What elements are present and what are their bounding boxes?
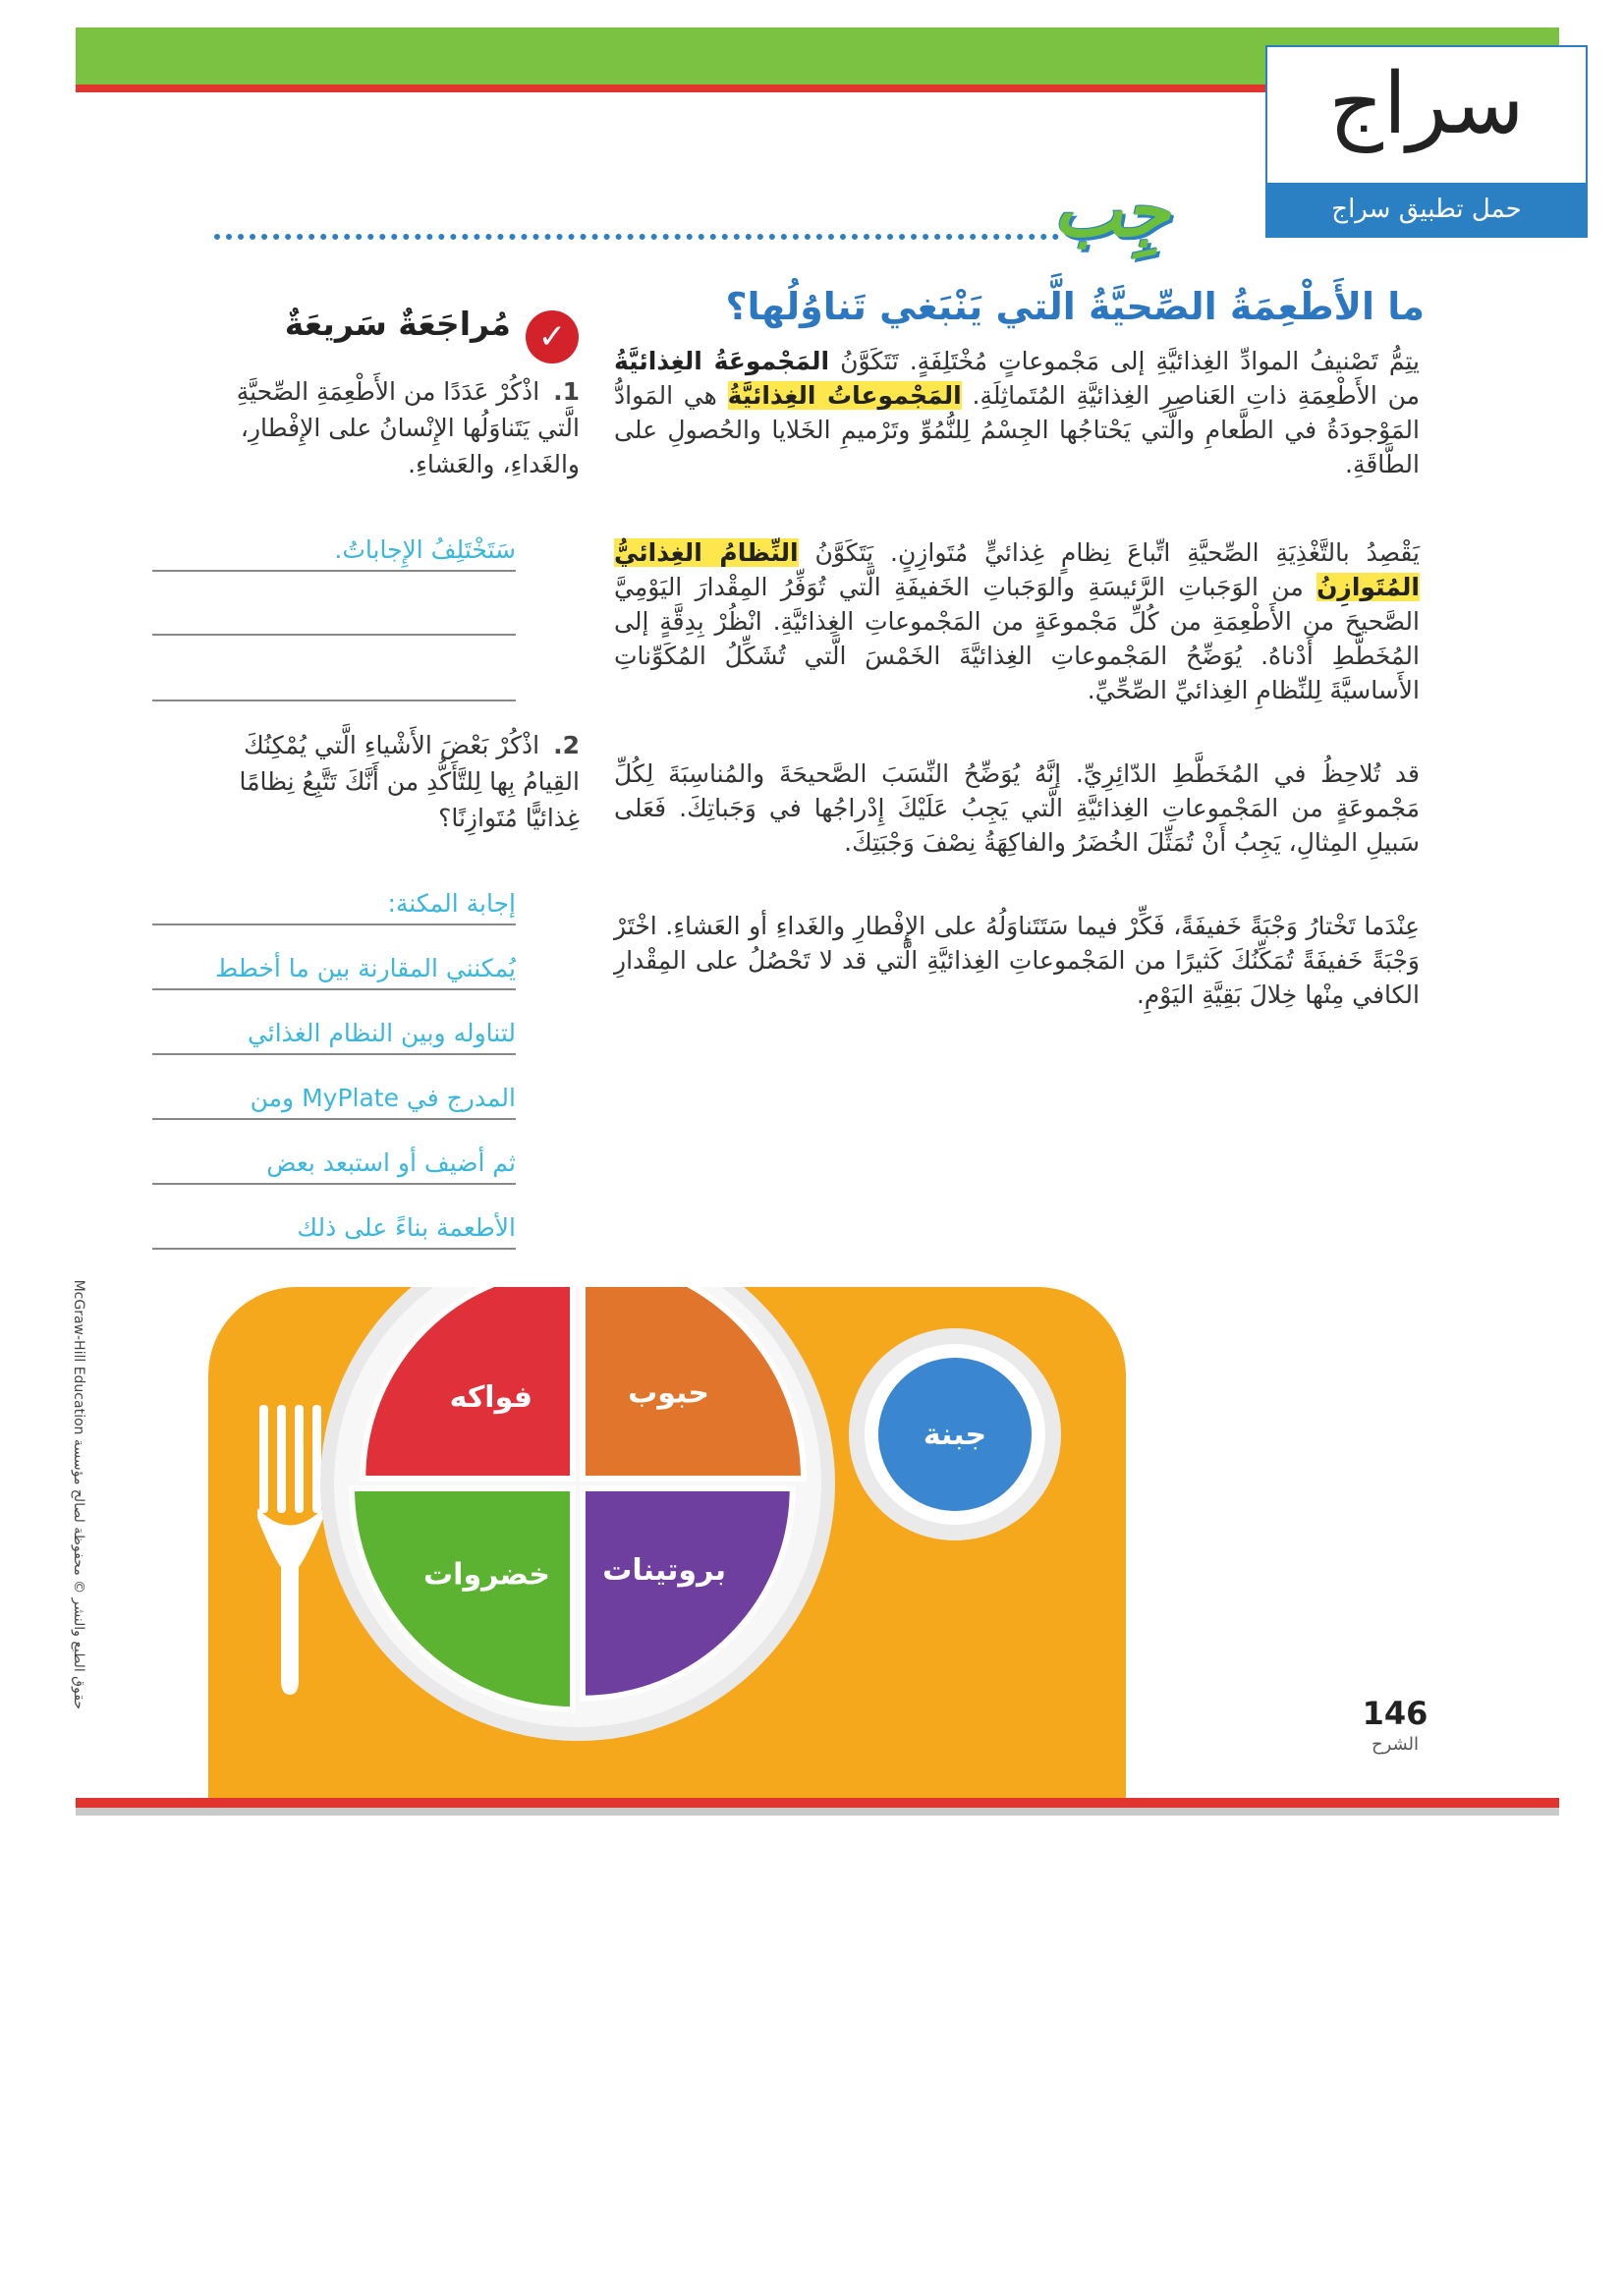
answer-line-1: سَتَخْتَلِفُ الإِجاباتُ. (152, 531, 516, 572)
p1-text-c: من الأَطْعِمَةِ ذاتِ العَناصِرِ الغِذائيَّةِ المُتَماثِلَةِ. (972, 381, 1421, 410)
quick-review-title-text: مُراجَعَةٌ سَريعَةٌ (284, 305, 511, 343)
paragraph-2 (614, 535, 1420, 707)
bottom-red-bar (76, 1798, 1559, 1808)
question-1 (196, 373, 580, 482)
p1-term-food-group: المَجْموعَةُ الغِذائيَّةُ (614, 347, 830, 375)
copyright-credit (63, 1218, 92, 1709)
slice-label-2: حبوب (628, 1375, 709, 1411)
question-1-text: اذْكُرْ عَدَدًا من الأَطْعِمَةِ الصِّحيَّةِ الَّتي يَتَناوَلُها الإِنْسانُ على الإِفْطارِ، والغَداءِ، والعَشاءِ. (236, 377, 580, 478)
section-tag: جِب (1053, 169, 1170, 253)
fork-icon (257, 1405, 323, 1695)
siraj-logo[interactable] (1265, 45, 1588, 238)
p2-term-balanced-diet: النِّظامُ الغِذائيُّ المُتَوازِنُ (614, 538, 1420, 601)
slice-3 (352, 1488, 573, 1709)
slice-label-3: خضروات (423, 1557, 550, 1593)
p2-text-c: من الوَجَباتِ الرَّئيسَةِ والوَجَباتِ الخَفيفَةِ الَّتي تُوَفِّرُ المِقْدارَ اليَوْمِيَّ الصَّحيحَ من الأَطْعِمَةِ من كُلِّ مَجْموعَةٍ من المَجْموعاتِ الغِذائيَّةِ. انْظُرْ بِدِقَّةٍ إلى المُخَطَّطِ أَدْناهُ. يُوَضِّحُ المَجْموعاتِ الغِذائيَّةَ الخَمْسَ الَّتي تُشَكِّلُ المُكَوِّناتِ الأَساسيَّةَ لِلنِّظامِ الغِذائيِّ الصِّحِّيِّ. (614, 573, 1420, 704)
answer-line-q2-2: يُمكنني المقارنة بين ما أخطط (152, 949, 516, 990)
myplate-chart (208, 1287, 1126, 1798)
p1-text-a: يتِمُّ تَصْنيفُ الموادِّ الغِذائيَّةِ إلى مَجْموعاتٍ مُخْتَلِفَةٍ. تَتَكَوَّنُ (840, 347, 1420, 375)
p1-term-nutrients: المَجْموعاتُ الغِذائيَّةُ (727, 381, 962, 410)
answer-line-3 (152, 660, 516, 701)
p2-text-a: يَقْصِدُ بالتَّغْذِيَةِ الصِّحيَّةِ اتِّباعَ نِظامٍ غِذائيٍّ مُتَوازِنٍ. يَتَكَوَّنُ (814, 538, 1420, 567)
slice-label-1: فواكه (449, 1379, 533, 1415)
slice-label-4: بروتينات (602, 1553, 727, 1589)
paragraph-4: عِنْدَما تَخْتارُ وَجْبَةً خَفيفَةً، فَكِّرْ فيما سَتَتَناوَلُهُ على الإِفْطارِ والغَداءِ أو العَشاءِ. اخْتَرْ وَجْبَةً خَفيفَةً تُمَكِّنُكَ كَثيرًا من المَجْموعاتِ الغِذائيَّةِ الَّتي قد لا تَحْصُلُ على المِقْدارِ الكافي مِنْها خِلالَ بَقِيَّةِ اليَوْمِ. (614, 912, 1420, 1009)
paragraph-1 (614, 344, 1420, 481)
question-2-text: اذْكُرْ بَعْضَ الأَشْياءِ الَّتي يُمْكِنُكَ القِيامُ بِها لِلتَّأَكُّدِ من أَنَّكَ تَتَّبِعُ نِظامًا غِذائيًّا مُتَوازِنًا؟ (239, 731, 580, 832)
answer-line-q2-1: إجابة المكنة: (152, 884, 516, 925)
slice-4 (583, 1488, 793, 1699)
question-1-number: 1. (553, 377, 580, 406)
answer-line-q2-3: لتناوله وبين النظام الغذائي (152, 1014, 516, 1055)
answer-line-q2-4: المدرج في MyPlate ومن (152, 1079, 516, 1120)
copyright-credit-text: حقوق الطبع والنشر © محفوظة لصالح مؤسسة McGraw-Hill Education (71, 1279, 86, 1709)
answer-line-2 (152, 594, 516, 636)
answer-line-q2-6: الأطعمة بناءً على ذلك (152, 1208, 516, 1250)
quick-review-title (265, 305, 580, 343)
check-icon: ✓ (526, 310, 579, 364)
question-2-number: 2. (553, 731, 580, 759)
paragraph-3: قد تُلاحِظُ في المُخَطَّطِ الدّائِرِيِّ. إنَّهُ يُوَضِّحُ النِّسَبَ الصَّحيحَةَ والمُناسِبَةَ لِكُلِّ مَجْموعَةٍ من المَجْموعاتِ الغِذائيَّةِ الَّتي يَجِبُ عَلَيْكَ إِدْراجُها في وَجَباتِكَ. فَعَلى سَبيلِ المِثالِ، يَجِبُ أَنْ تُمَثِّلَ الخُضَرُ والفاكِهَةُ نِصْفَ وَجْبَتِكَ. (614, 759, 1420, 857)
logo-name: سراج (1328, 55, 1525, 153)
p1-text-e: هي المَوادُّ المَوْجودَةُ في الطَّعامِ والَّتي يَحْتاجُها الجِسْمُ لِلنُّمُوِّ وتَرْميمِ الخَلايا والحُصولِ على الطَّاقَةِ. (614, 381, 1420, 478)
heading-dotted-line (214, 234, 1059, 240)
page-number: 146 (1362, 1695, 1428, 1732)
dairy-label: جبنة (923, 1418, 987, 1452)
question-2 (196, 727, 580, 836)
answer-line-q2-5: ثم أضيف أو استبعد بعض (152, 1144, 516, 1185)
bottom-grey-bar (76, 1808, 1559, 1816)
logo-tagline: حمل تطبيق سراج (1267, 183, 1586, 236)
page-title: ما الأَطْعِمَةُ الصِّحيَّةُ الَّتي يَنْبَغي تَناوُلُها؟ (725, 285, 1425, 328)
page-label: الشرح (1371, 1734, 1420, 1755)
